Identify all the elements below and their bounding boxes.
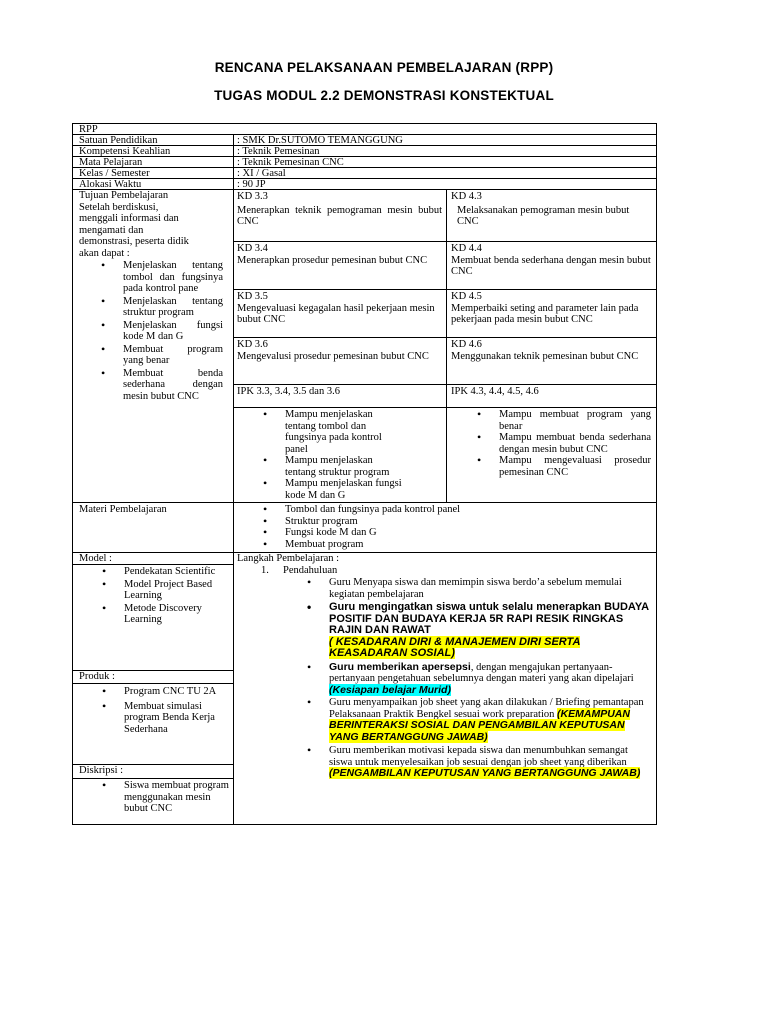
ipk-right-title: IPK 4.3, 4.4, 4.5, 4.6 — [451, 386, 539, 397]
identity-value: : SMK Dr.SUTOMO TEMANGGUNG — [237, 135, 403, 146]
identity-value: : Teknik Pemesinan — [237, 146, 320, 157]
kd-code: KD 3.6 — [237, 339, 268, 350]
document-subtitle: TUGAS MODUL 2.2 DEMONSTRASI KONSTEKTUAL — [214, 88, 554, 103]
tujuan-list — [123, 260, 223, 402]
model-label: Model : — [79, 553, 112, 564]
kd-text: Menggunakan teknik pemesinan bubut CNC — [451, 350, 639, 362]
identity-value: : 90 JP — [237, 179, 266, 190]
kd-code: KD 4.6 — [451, 339, 482, 350]
list-item: • Program CNC TU 2A — [124, 686, 224, 698]
list-item: • Siswa membuat program menggunakan mesin bubut CNC — [124, 780, 232, 815]
kd-code: KD 3.5 — [237, 291, 268, 302]
identity-label: Alokasi Waktu — [79, 179, 142, 190]
budaya-positif-text: Guru mengingatkan siswa untuk selalu menerapkan BUDAYA POSITIF DAN BUDAYA KERJA 5R RAPI RESIK RINGKAS RAJIN DAN RAWAT — [329, 601, 649, 636]
list-item: • Membuat program yang benar — [123, 344, 223, 367]
identity-value: : Teknik Pemesinan CNC — [237, 157, 344, 168]
kd-text: Menerapkan teknik pemograman mesin bubut CNC — [237, 204, 442, 227]
model-list — [124, 566, 224, 626]
kd-cell — [451, 243, 653, 278]
diskripsi-list — [124, 780, 232, 815]
list-item — [329, 697, 649, 743]
kd-text: Menerapkan prosedur pemesinan bubut CNC — [237, 254, 428, 266]
list-item: • Model Project Based Learning — [124, 579, 224, 602]
ipk-left-list — [285, 409, 405, 501]
kd-code: KD 4.3 — [451, 191, 482, 202]
step-title: Pendahuluan — [283, 565, 338, 576]
list-item: • Membuat simulasi program Benda Kerja Sederhana — [124, 701, 224, 736]
produk-list — [124, 686, 224, 735]
kd-cell — [237, 243, 442, 266]
list-item: • Tombol dan fungsinya pada kontrol panel — [285, 504, 645, 516]
list-item: • Menjelaskan tentang tombol dan fungsinya pada kontrol pane — [123, 260, 223, 295]
apersepsi-bold: Guru memberikan apersepsi — [329, 660, 471, 673]
materi-label: Materi Pembelajaran — [79, 504, 167, 515]
kd-code: KD 4.5 — [451, 291, 482, 302]
rpp-table — [72, 123, 657, 825]
identity-label: Kelas / Semester — [79, 168, 150, 179]
list-item: • Membuat benda sederhana dengan mesin bubut CNC — [123, 368, 223, 403]
kd-text: Memperbaiki seting and parameter lain pada pekerjaan pada mesin bubut CNC — [451, 302, 639, 325]
kd-code: KD 3.3 — [237, 191, 268, 202]
langkah-list — [329, 577, 649, 780]
step-number: 1. — [261, 565, 269, 576]
kd-code: KD 4.4 — [451, 243, 482, 254]
list-item: • Mampu membuat program yang benar — [499, 409, 651, 432]
kd-cell — [237, 339, 442, 362]
materi-list — [285, 504, 645, 550]
list-item: • Mampu membuat benda sederhana dengan mesin bubut CNC — [499, 432, 651, 455]
list-item: • Pendekatan Scientific — [124, 566, 224, 578]
list-item — [329, 602, 649, 660]
list-item: • Membuat program — [285, 539, 645, 551]
tujuan-section — [79, 190, 229, 402]
list-item: • Mampu menjelaskan tentang struktur program — [285, 455, 405, 478]
kd-text: Mengevalusi prosedur pemesinan bubut CNC — [237, 350, 429, 362]
kd-cell — [451, 191, 653, 228]
kd-code: KD 3.4 — [237, 243, 268, 254]
list-item: • Mampu menjelaskan fungsi kode M dan G — [285, 478, 405, 501]
motivasi-text: Guru memberikan motivasi kepada siswa dan menumbuhkan semangat siswa untuk menyelesaikan job sesuai dengan job sheet yang diberikan — [329, 745, 628, 768]
list-item: • Mampu mengevaluasi prosedur pemesinan CNC — [499, 455, 651, 478]
kd-cell — [451, 291, 656, 326]
highlight-kesadaran: ( KESADARAN DIRI & MANAJEMEN DIRI SERTA KEASADARAN SOSIAL) — [329, 635, 581, 659]
produk-label: Produk : — [79, 671, 115, 682]
kd-text: Melaksanakan pemograman mesin bubut CNC — [457, 204, 630, 227]
apersepsi-text: , dengan mengajukan pertanyaan-pertanyaan pengetahuan sebelumnya dengan materi yang akan dipelajari — [329, 661, 634, 684]
document-title: RENCANA PELAKSANAAN PEMBELAJARAN (RPP) — [214, 60, 554, 75]
kd-cell — [237, 291, 447, 326]
list-item: • Mampu menjelaskan tentang tombol dan fungsinya pada kontrol panel — [285, 409, 405, 455]
kd-cell — [237, 191, 442, 228]
langkah-heading: Langkah Pembelajaran : — [237, 553, 340, 564]
list-item — [329, 662, 649, 697]
highlight-kesiapan: (Kesiapan belajar Murid) — [329, 683, 451, 696]
list-item: • Menjelaskan fungsi kode M dan G — [123, 320, 223, 343]
tujuan-intro: Setelah berdiskusi, menggali informasi dan mengamati dan demonstrasi, peserta didik akan dapat : — [79, 201, 189, 259]
list-item: • Fungsi kode M dan G — [285, 527, 645, 539]
tujuan-heading: Tujuan Pembelajaran — [79, 190, 169, 201]
identity-label: Satuan Pendidikan — [79, 135, 158, 146]
ipk-right-list — [499, 409, 651, 478]
highlight-kemampuan: (KEMAMPUAN BERINTERAKSI SOSIAL DAN PENGAMBILAN KEPUTUSAN YANG BERTANGGUNG JAWAB) — [329, 707, 630, 743]
list-item: • Metode Discovery Learning — [124, 603, 224, 626]
identity-label: Mata Pelajaran — [79, 157, 143, 168]
identity-label: Kompetensi Keahlian — [79, 146, 171, 157]
list-item: • Menjelaskan tentang struktur program — [123, 296, 223, 319]
diskripsi-label: Diskripsi : — [79, 765, 124, 776]
highlight-pengambilan: (PENGAMBILAN KEPUTUSAN YANG BERTANGGUNG JAWAB) — [329, 767, 641, 779]
kd-text: Mengevaluasi kegagalan hasil pekerjaan mesin bubut CNC — [237, 302, 435, 325]
briefing-text: Guru menyampaikan job sheet yang akan dilakukan / Briefing pemantapan Pelaksanaan Praktik Bengkel sesuai work preparation — [329, 697, 644, 720]
rpp-label: RPP — [79, 124, 98, 135]
list-item: • Guru Menyapa siswa dan memimpin siswa berdo’a sebelum memulai kegiatan pembelajaran — [329, 577, 629, 600]
list-item: • Struktur program — [285, 516, 645, 528]
kd-cell — [451, 339, 653, 362]
kd-text: Membuat benda sederhana dengan mesin bubut CNC — [451, 254, 651, 277]
list-item — [329, 745, 649, 780]
identity-value: : XI / Gasal — [237, 168, 286, 179]
ipk-left-title: IPK 3.3, 3.4, 3.5 dan 3.6 — [237, 386, 340, 397]
